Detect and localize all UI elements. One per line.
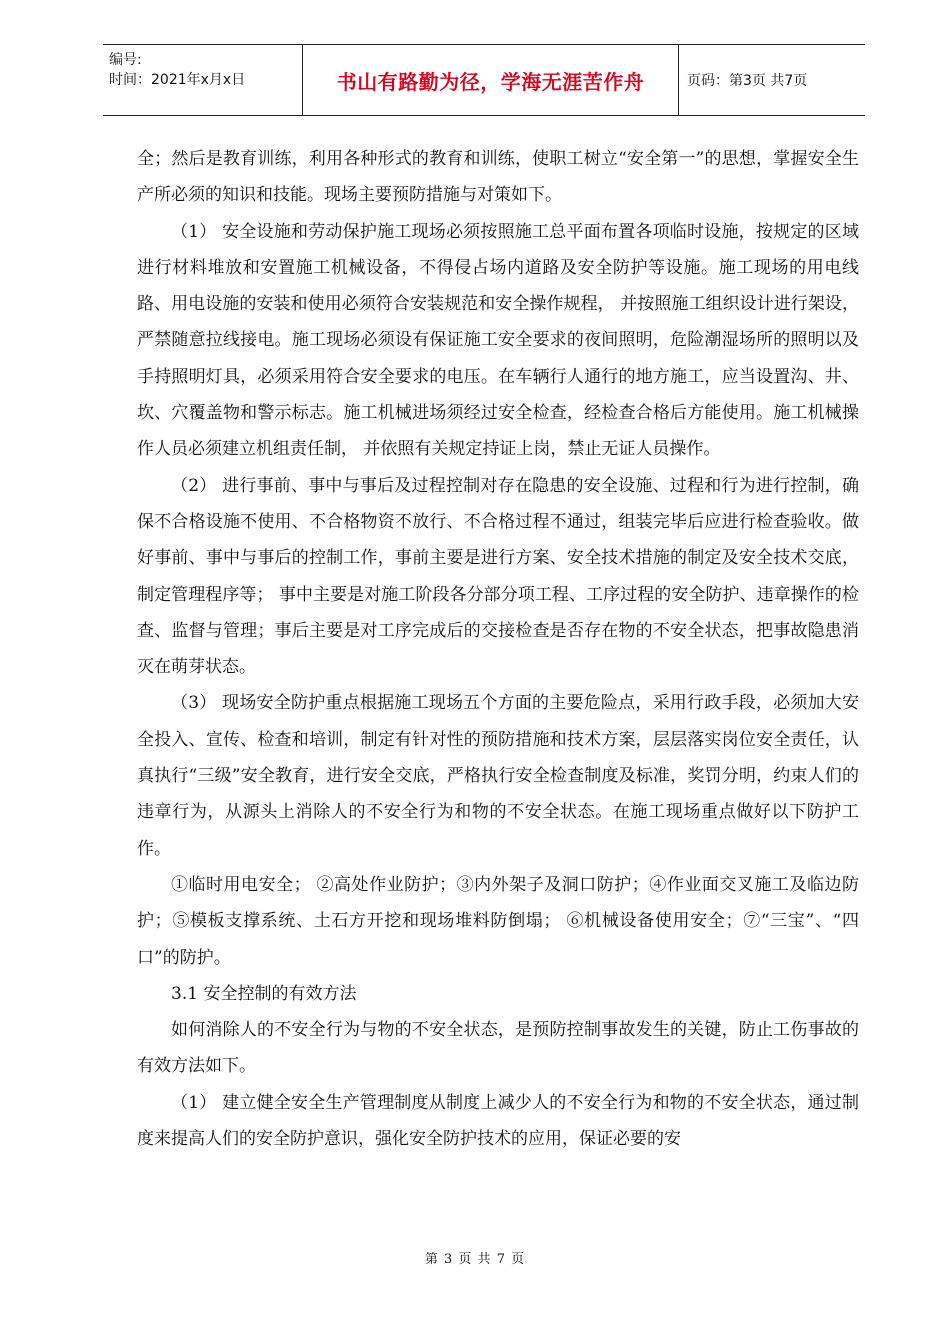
paragraph-site-protection: （3） 现场安全防护重点根据施工现场五个方面的主要危险点，采用行政手段，必须加大安全投入、宣传、检查和培训，制定有针对性的预防措施和技术方案，层层落实岗位安全责任，认真执行“三级”安全教育，进行安全交底，严格执行安全检查制度及标准，奖罚分明，约束人们的违章行为，从源头上消除人的不安全行为和物的不安全状态。在施工现场重点做好以下防护工作。 [137, 693, 859, 859]
paragraph-effective-methods: 如何消除人的不安全行为与物的不安全状态，是预防控制事故发生的关键，防止工伤事故的有效方法如下。 [137, 1020, 859, 1077]
paragraph-continuation: 全；然后是教育训练，利用各种形式的教育和训练，使职工树立“安全第一”的思想，掌握安全生产所必须的知识和技能。现场主要预防措施与对策如下。 [137, 149, 859, 206]
paragraph-protection-list: ①临时用电安全； ②高处作业防护；③内外架子及洞口防护；④作业面交叉施工及临边防护；⑤模板支撑系统、土石方开挖和现场堆料防倒塌； ⑥机械设备使用安全；⑦“三宝”、“四口”的防护。 [137, 874, 859, 968]
header-meta [103, 45, 303, 115]
page-footer: 第 3 页 共 7 页 [424, 1252, 526, 1267]
document-code-label: 编号: [109, 52, 142, 68]
document-body [137, 141, 859, 1157]
page-header [103, 44, 865, 116]
document-time: 时间：2021年x月x日 [109, 72, 246, 88]
paragraph-process-control: （2） 进行事前、事中与事后及过程控制对存在隐患的安全设施、过程和行为进行控制，确保不合格设施不使用、不合格物资不放行、不合格过程不通过，组装完毕后应进行检查验收。做好事前、事中与事后的控制工作，事前主要是进行方案、安全技术措施的制定及安全技术交底，制定管理程序等； 事中主要是对施工阶段各分部分项工程、工序过程的安全防护、违章操作的检查、监督与管理；事后主要是对工序完成后的交接检查是否存在物的不安全状态，把事故隐患消灭在萌芽状态。 [137, 475, 859, 678]
header-motto: 书山有路勤为径，学海无涯苦作舟 [303, 45, 679, 115]
paragraph-management-system: （1） 建立健全安全生产管理制度从制度上减少人的不安全行为和物的不安全状态，通过制度来提高人们的安全防护意识，强化安全防护技术的应用，保证必要的安 [137, 1092, 859, 1150]
paragraph-safety-facilities: （1） 安全设施和劳动保护施工现场必须按照施工总平面布置各项临时设施，按规定的区域进行材料堆放和安置施工机械设备，不得侵占场内道路及安全防护等设施。施工现场的用电线路、用电设施的安装和使用必须符合安装规范和安全操作规程， 并按照施工组织设计进行架设，严禁随意拉线接电。施工现场必须设有保证施工安全要求的夜间照明，危险潮湿场所的照明以及手持照明灯具，必须采用符合安全要求的电压。在车辆行人通行的地方施工，应当设置沟、井、坎、穴覆盖物和警示标志。施工机械进场须经过安全检查，经检查合格后方能使用。施工机械操作人员必须建立机组责任制， 并依照有关规定持证上岗，禁止无证人员操作。 [137, 221, 859, 460]
header-page-number: 页码：第3页 共7页 [687, 73, 808, 89]
section-heading: 3.1 安全控制的有效方法 [171, 983, 357, 1004]
